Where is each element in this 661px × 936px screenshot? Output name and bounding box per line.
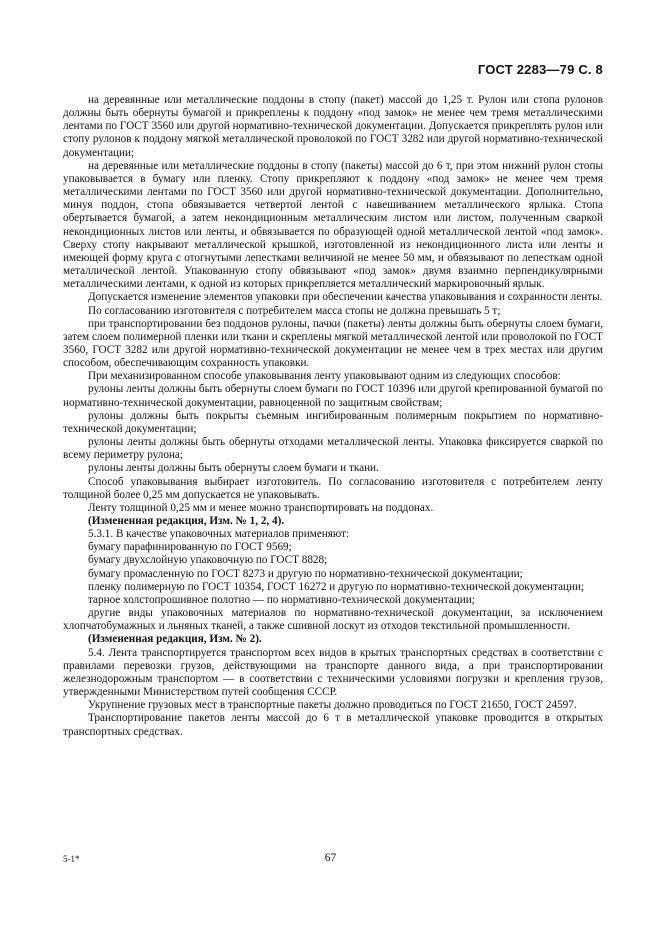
- paragraph: Транспортирование пакетов ленты массой до 6 т в металлической упаковке проводится в открытых транспортных средствах.: [63, 712, 603, 738]
- revision-note: (Измененная редакция, Изм. № 2).: [88, 633, 262, 646]
- paragraph: 5.4. Лента транспортируется транспортом всех видов в крытых транспортных средствах в соответствии с правилами перевозки грузов, действующими на транспорте данного вида, а при транспортировании железнодорожным транспортом — в соответствии с техническими условиями погрузки и крепления грузов, утвержденными Министерством путей сообщения СССР.: [63, 646, 603, 699]
- paragraph: рулоны ленты должны быть обернуты слоем бумаги и ткани.: [88, 462, 379, 475]
- revision-note: (Измененная редакция, Изм. № 1, 2, 4).: [88, 515, 285, 527]
- paragraph: на деревянные или металлические поддоны в стопу (пакет) массой до 1,25 т. Рулон или стопа рулонов должны быть обернуты бумагой и прикреплены к поддону «под замок» не менее чем тремя металлическими лентами по ГОСТ 3560 или другой нормативно-технической документации. Допускается прикреплять рулон или стопу рулонов к поддону мягкой металлической проволокой по ГОСТ 3282 или другой нормативно-технической документации;: [63, 94, 603, 159]
- paragraph: 5.3.1. В качестве упаковочных материалов применяют:: [88, 528, 350, 541]
- paragraph: рулоны должны быть покрыты съемным ингибированным полимерным покрытием по нормативно-технической документации;: [63, 409, 603, 435]
- paragraph: бумагу промасленную по ГОСТ 8273 и другую по нормативно-технической документации;: [88, 567, 523, 580]
- page-header: ГОСТ 2283—79 С. 8: [477, 62, 603, 77]
- paragraph: другие виды упаковочных материалов по нормативно-технической документации, за исключением хлопчатобумажных и льняных тканей, а также сшивной лоскут из отходов текстильной промышленности.: [63, 607, 603, 633]
- paragraph: Способ упаковывания выбирает изготовитель. По согласованию изготовителя с потребителем ленту толщиной более 0,25 мм допускается не упаковывать.: [63, 475, 603, 501]
- paragraph: При механизированном способе упаковывания ленту упаковывают одним из следующих способов:: [88, 370, 561, 383]
- paragraph: пленку полимерную по ГОСТ 10354, ГОСТ 16272 и другую по нормативно-технической документации;: [88, 580, 585, 593]
- print-mark: 5-1*: [63, 854, 80, 864]
- paragraph: Ленту толщиной 0,25 мм и менее можно транспортировать на поддонах.: [88, 501, 434, 514]
- paragraph: тарное холстопрошивное полотно — по нормативно-технической документации;: [88, 593, 475, 606]
- paragraph: на деревянные или металлические поддоны в стопу (пакеты) массой до 6 т, при этом нижний рулон стопы упаковывается в бумагу или пленку. Стопу прикрепляют к поддону «под замок» не менее чем тремя металлическими лентами по ГОСТ 3560 или другой нормативно-технической документации. Дополнительно, минуя поддон, стопа обвязывается четвертой лентой с навешиванием металлического ярлыка. Стопа обертывается бумагой, а затем некондиционным металлическим листом или листом, полученным сваркой некондиционных листов или ленты, и обвязывается по образующей одной металлической лентой «под замок». Сверху стопу накрывают металлической крышкой, изготовленной из некондиционного листа или ленты и имеющей форму круга с отогнутыми лепестками величиной не менее 50 мм, и обвязывают по лепесткам одной металлической лентой. Упакованную стопу обвязывают «под замок» двумя взаимно перпендикулярными металлическими лентами, к одной из которых прикрепляется металлический маркировочный ярлык.: [63, 159, 603, 291]
- page-number: 67: [324, 852, 337, 864]
- paragraph: при транспортировании без поддонов рулоны, пачки (пакеты) ленты должны быть обернуты слоем бумаги, затем слоем полимерной пленки или ткани и скреплены мягкой металлической лентой или проволокой по ГОСТ 3560, ГОСТ 3282 или другой нормативно-технической документации не менее чем в трех местах или другим способом, обеспечивающим сохранность упаковки.: [63, 317, 603, 370]
- paragraph: Укрупнение грузовых мест в транспортные пакеты должно проводиться по ГОСТ 21650, ГОСТ 24597.: [88, 699, 577, 712]
- paragraph: рулоны ленты должны быть обернуты слоем бумаги по ГОСТ 10396 или другой крепированной бумагой по нормативно-технической документации, равноценной по защитным свойствам;: [63, 383, 603, 409]
- paragraph: бумагу парафинированную по ГОСТ 9569;: [88, 541, 292, 554]
- paragraph: рулоны ленты должны быть обернуты отходами металлической ленты. Упаковка фиксируется сваркой по всему периметру рулона;: [63, 436, 603, 462]
- paragraph: бумагу двухслойную упаковочную по ГОСТ 8828;: [88, 554, 328, 567]
- paragraph: По согласованию изготовителя с потребителем масса стопы не должна превышать 5 т;: [88, 304, 501, 317]
- document-body: [63, 94, 603, 739]
- paragraph: Допускается изменение элементов упаковки при обеспечении качества упаковывания и сохранности ленты.: [88, 291, 603, 304]
